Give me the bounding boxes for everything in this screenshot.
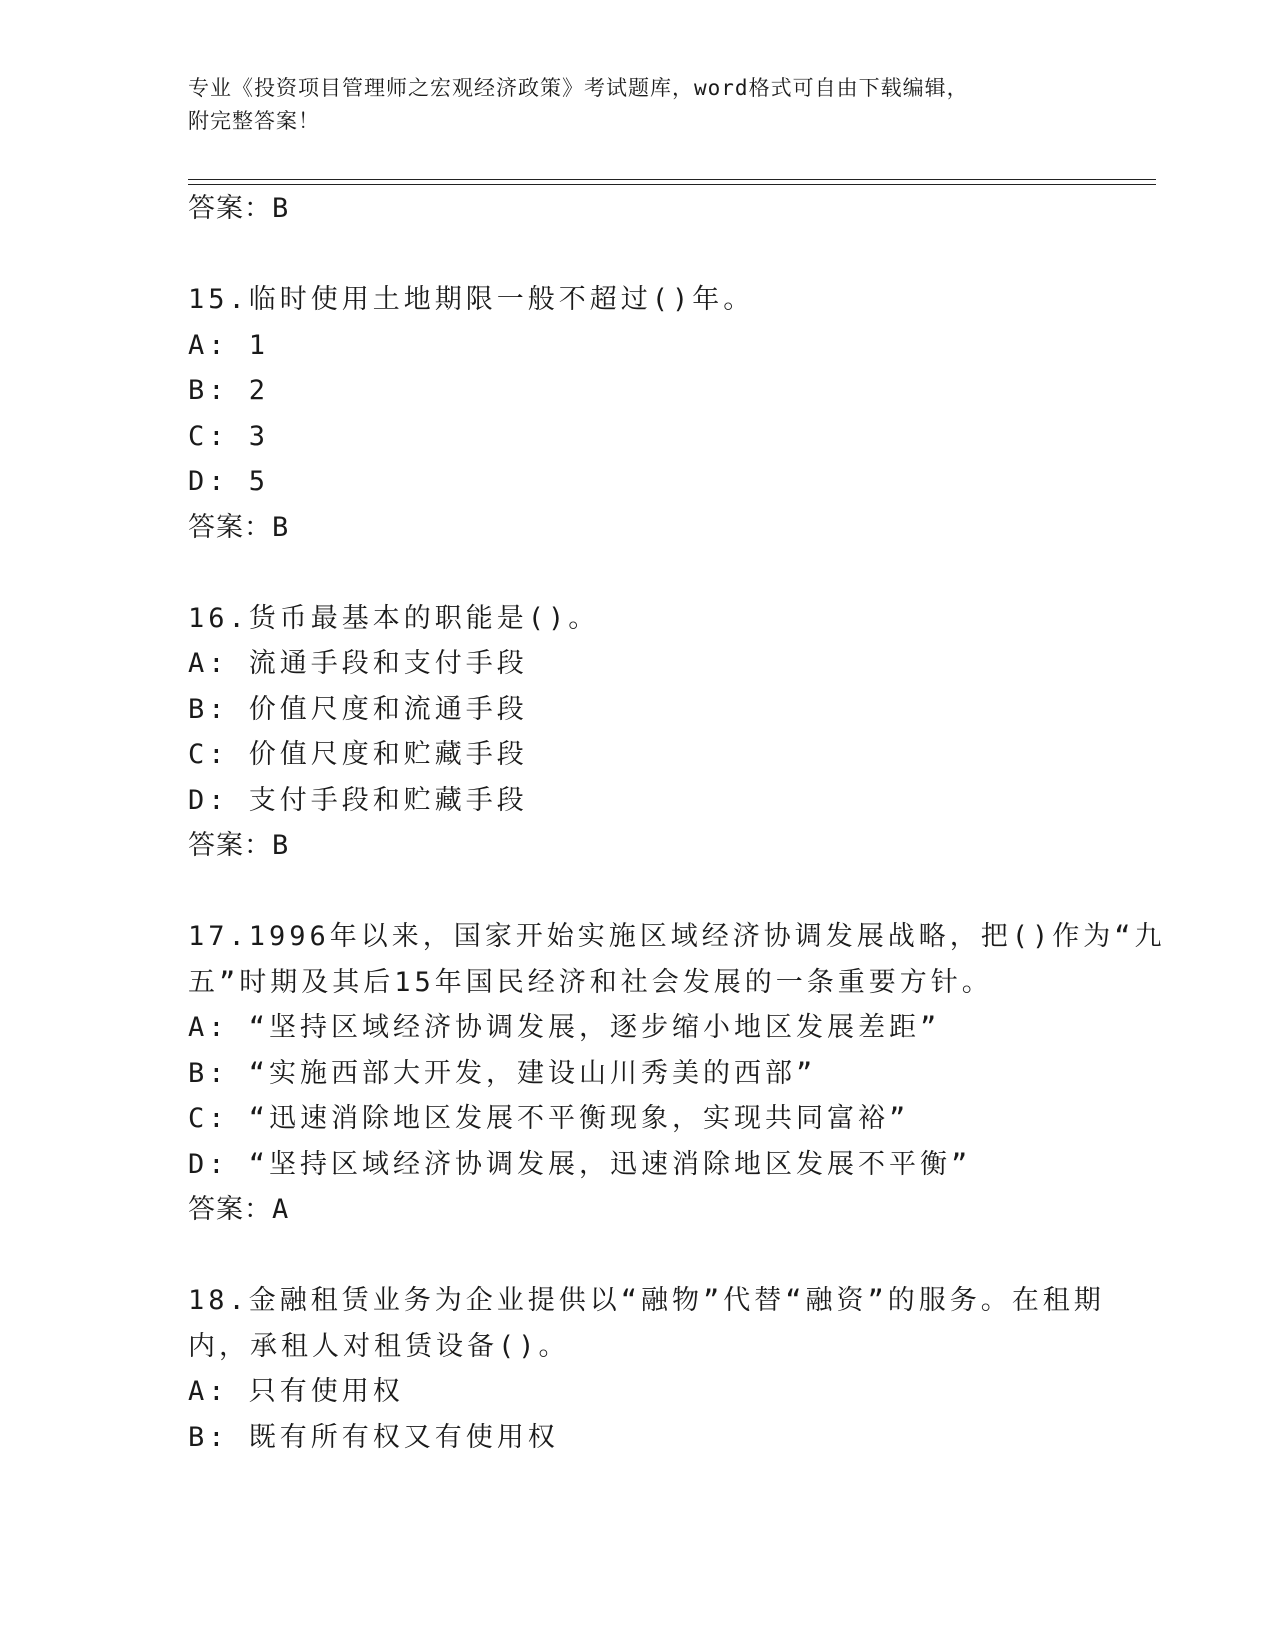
question-stem [188, 596, 1156, 642]
option-c: C: “迅速消除地区发展不平衡现象，实现共同富裕” [188, 1103, 910, 1134]
option-c: C: 价值尺度和贮藏手段 [188, 739, 528, 770]
header-divider [188, 184, 1156, 185]
option-b: B: 价值尺度和流通手段 [188, 693, 528, 725]
option-a: A: “坚持区域经济协调发展，逐步缩小地区发展差距” [188, 1012, 941, 1043]
option-a: A: 只有使用权 [188, 1376, 404, 1407]
answer-label: 答案：A [188, 1194, 290, 1225]
question-block [188, 277, 1156, 550]
option-b: B: 既有所有权又有使用权 [188, 1421, 559, 1453]
option-d: D: 5 [188, 466, 270, 497]
question-list [188, 186, 1166, 1460]
stem-line: 15.临时使用土地期限一般不超过()年。 [188, 284, 755, 315]
option-c: C: 3 [188, 420, 270, 452]
option-a: A: 1 [188, 329, 270, 361]
header-divider [188, 179, 1156, 180]
stem-line: 18.金融租赁业务为企业提供以“融物”代替“融资”的服务。在租期 [188, 1285, 1105, 1316]
question-stem [188, 1278, 1156, 1369]
answer-label: 答案：B [188, 193, 290, 224]
answer-label: 答案：B [188, 830, 290, 861]
option-a: A: 流通手段和支付手段 [188, 648, 528, 679]
option-d: D: “坚持区域经济协调发展，迅速消除地区发展不平衡” [188, 1148, 972, 1180]
stem-line: 内，承租人对租赁设备()。 [188, 1330, 570, 1362]
question-block [188, 1278, 1156, 1460]
stem-line: 五”时期及其后15年国民经济和社会发展的一条重要方针。 [188, 966, 993, 998]
question-block [188, 914, 1166, 1232]
question-stem [188, 914, 1166, 1005]
option-b: B: “实施西部大开发，建设山川秀美的西部” [188, 1057, 817, 1089]
question-stem [188, 277, 1156, 323]
stem-line: 16.货币最基本的职能是()。 [188, 602, 600, 634]
header-line: 附完整答案！ [188, 109, 320, 133]
stem-line: 17.1996年以来，国家开始实施区域经济协调发展战略，把()作为“九 [188, 921, 1166, 952]
page-header [188, 72, 1088, 138]
question-block [188, 596, 1156, 869]
option-d: D: 支付手段和贮藏手段 [188, 784, 528, 816]
option-b: B: 2 [188, 375, 270, 406]
answer-label: 答案：B [188, 511, 290, 543]
header-line: 专业《投资项目管理师之宏观经济政策》考试题库，word格式可自由下载编辑， [188, 76, 969, 100]
